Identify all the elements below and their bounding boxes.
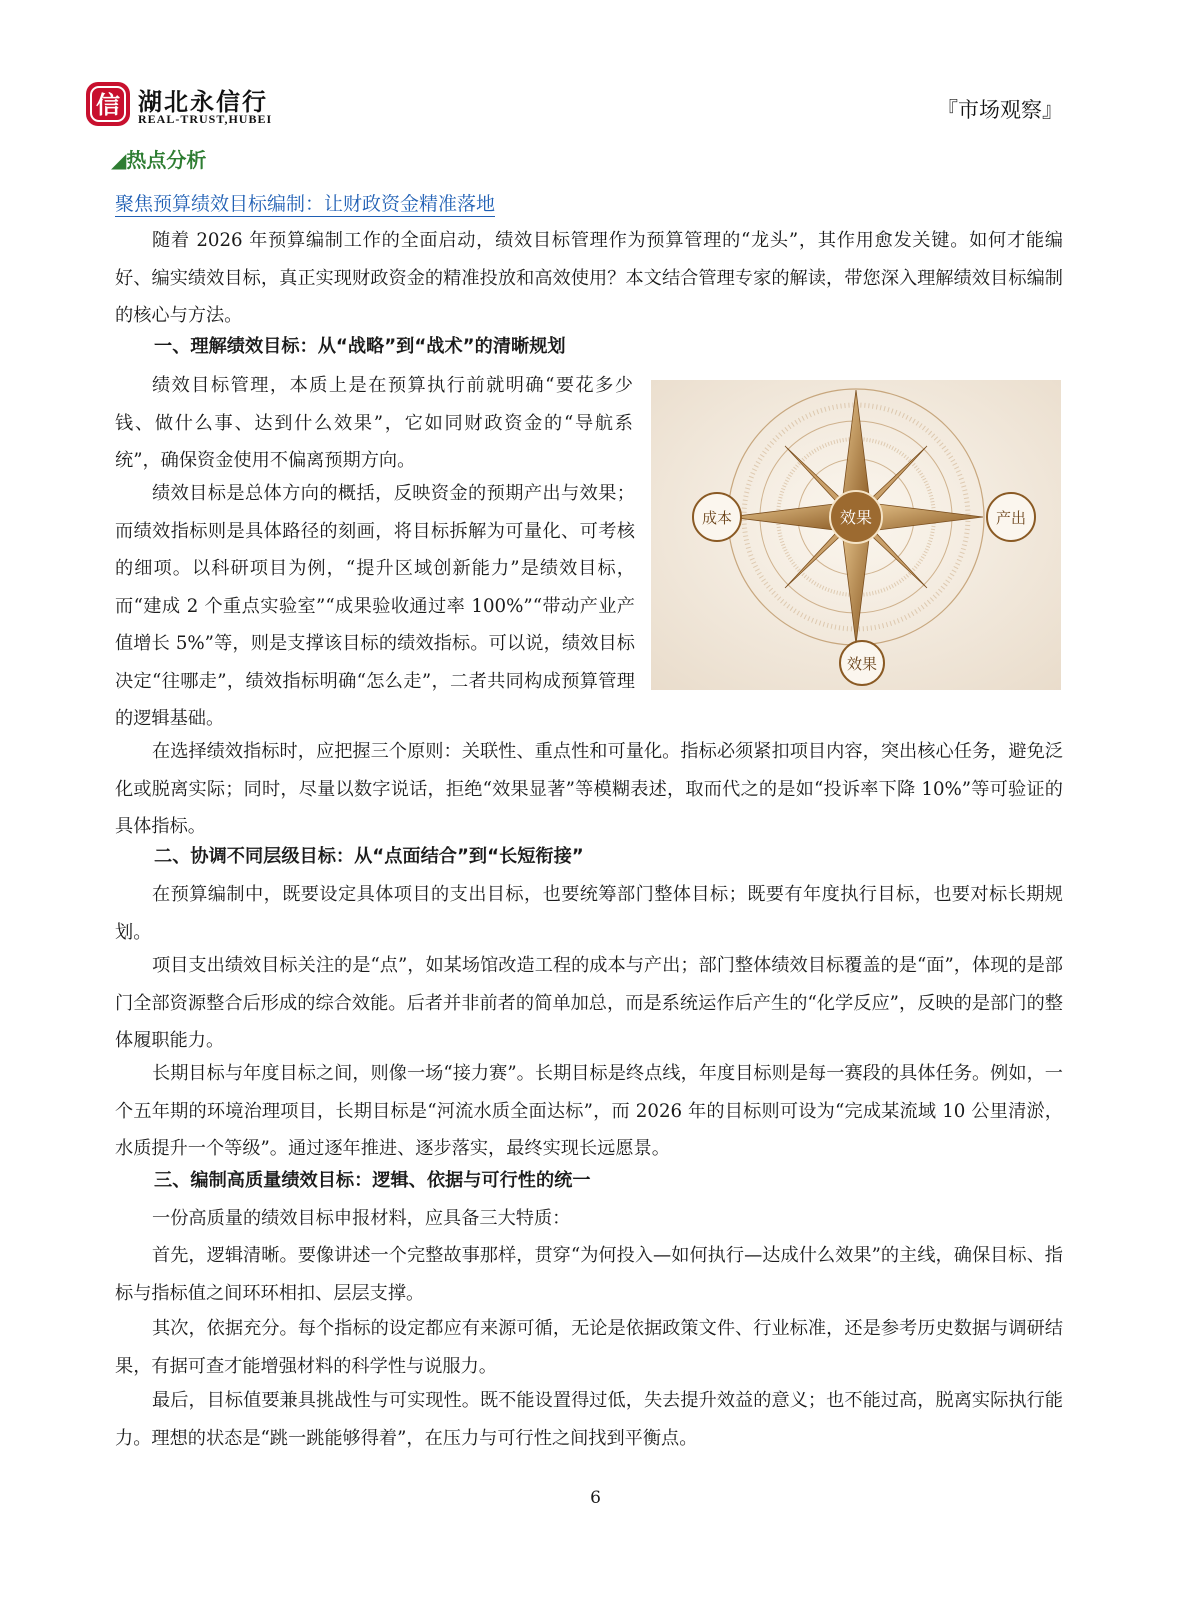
section-3-heading: 三、编制高质量绩效目标：逻辑、依据与可行性的统一 bbox=[154, 1170, 591, 1191]
compass-center-label: 效果 bbox=[839, 508, 873, 527]
article-title: 聚焦预算绩效目标编制：让财政资金精准落地 bbox=[115, 193, 496, 215]
section-3-paragraph-2: 首先，逻辑清晰。要像讲述一个完整故事那样，贯穿“为何投入—如何执行—达成什么效果”的主线，确保目标、指标与指标值之间环环相扣、层层支撑。 bbox=[115, 1245, 1063, 1304]
intro-paragraph: 随着 2026 年预算编制工作的全面启动，绩效目标管理作为预算管理的“龙头”，其作用愈发关键。如何才能编好、编实绩效目标，真正实现财政资金的精准投放和高效使用？本文结合管理专家的解读，带您深入理解绩效目标编制的核心与方法。 bbox=[115, 230, 1063, 326]
compass-right-label: 产出 bbox=[995, 509, 1027, 527]
section-2-paragraph-2: 项目支出绩效目标关注的是“点”，如某场馆改造工程的成本与产出；部门整体绩效目标覆盖的是“面”，体现的是部门全部资源整合后形成的综合效能。后者并非前者的简单加总，而是系统运作后产生的“化学反应”，反映的是部门的整体履职能力。 bbox=[115, 955, 1063, 1051]
compass-node-left bbox=[693, 493, 741, 541]
section-2-heading: 二、协调不同层级目标：从“点面结合”到“长短衔接” bbox=[154, 846, 584, 867]
section-1-paragraph-2: 绩效目标是总体方向的概括，反映资金的预期产出与效果；而绩效指标则是具体路径的刻画，将目标拆解为可量化、可考核的细项。以科研项目为例，“提升区域创新能力”是绩效目标，而“建成 2 个重点实验室”“成果验收通过率 100%”“带动产业产值增长 5%”等，则是支撑该目标的绩效指标。可以说，绩效目标决定“往哪走”，绩效指标明确“怎么走”，二者共同构成预算管理的逻辑基础。 bbox=[115, 483, 635, 729]
column-label: ◢热点分析 bbox=[111, 148, 207, 172]
compass-node-right bbox=[987, 493, 1035, 541]
company-logo bbox=[84, 80, 324, 130]
section-1-heading: 一、理解绩效目标：从“战略”到“战术”的清晰规划 bbox=[154, 336, 566, 357]
page-number: 6 bbox=[590, 1488, 601, 1508]
section-3-paragraph-4: 最后，目标值要兼具挑战性与可实现性。既不能设置得过低，失去提升效益的意义；也不能过高，脱离实际执行能力。理想的状态是“跳一跳能够得着”，在压力与可行性之间找到平衡点。 bbox=[115, 1390, 1063, 1449]
seal-char: 信 bbox=[96, 91, 120, 119]
logo-english-name: REAL-TRUST,HUBEI bbox=[138, 112, 273, 126]
section-2-paragraph-3: 长期目标与年度目标之间，则像一场“接力赛”。长期目标是终点线，年度目标则是每一赛段的具体任务。例如，一个五年期的环境治理项目，长期目标是“河流水质全面达标”，而 2026 年的目标则可设为“完成某流域 10 公里清淤，水质提升一个等级”。通过逐年推进、逐步落实，最终实现长远愿景。 bbox=[115, 1063, 1063, 1159]
section-1-paragraph-3: 在选择绩效指标时，应把握三个原则：关联性、重点性和可量化。指标必须紧扣项目内容，突出核心任务，避免泛化或脱离实际；同时，尽量以数字说话，拒绝“效果显著”等模糊表述，取而代之的是如“投诉率下降 10%”等可验证的具体指标。 bbox=[115, 741, 1063, 837]
section-tag: 『市场观察』 bbox=[937, 98, 1063, 122]
compass-figure bbox=[651, 380, 1061, 690]
section-1-paragraph-1: 绩效目标管理，本质上是在预算执行前就明确“要花多少钱、做什么事、达到什么效果”，它如同财政资金的“导航系统”，确保资金使用不偏离预期方向。 bbox=[115, 375, 633, 471]
compass-node-bottom bbox=[840, 641, 884, 685]
seal-logo-icon bbox=[84, 80, 132, 128]
section-2-paragraph-1: 在预算编制中，既要设定具体项目的支出目标，也要统筹部门整体目标；既要有年度执行目标，也要对标长期规划。 bbox=[115, 884, 1063, 943]
compass-left-label: 成本 bbox=[701, 509, 733, 527]
section-3-paragraph-3: 其次，依据充分。每个指标的设定都应有来源可循，无论是依据政策文件、行业标准，还是参考历史数据与调研结果，有据可查才能增强材料的科学性与说服力。 bbox=[115, 1318, 1063, 1377]
logo-chinese-name: 湖北永信行 bbox=[138, 88, 268, 116]
section-3-paragraph-1: 一份高质量的绩效目标申报材料，应具备三大特质： bbox=[152, 1208, 571, 1229]
compass-bottom-label: 效果 bbox=[846, 655, 878, 673]
